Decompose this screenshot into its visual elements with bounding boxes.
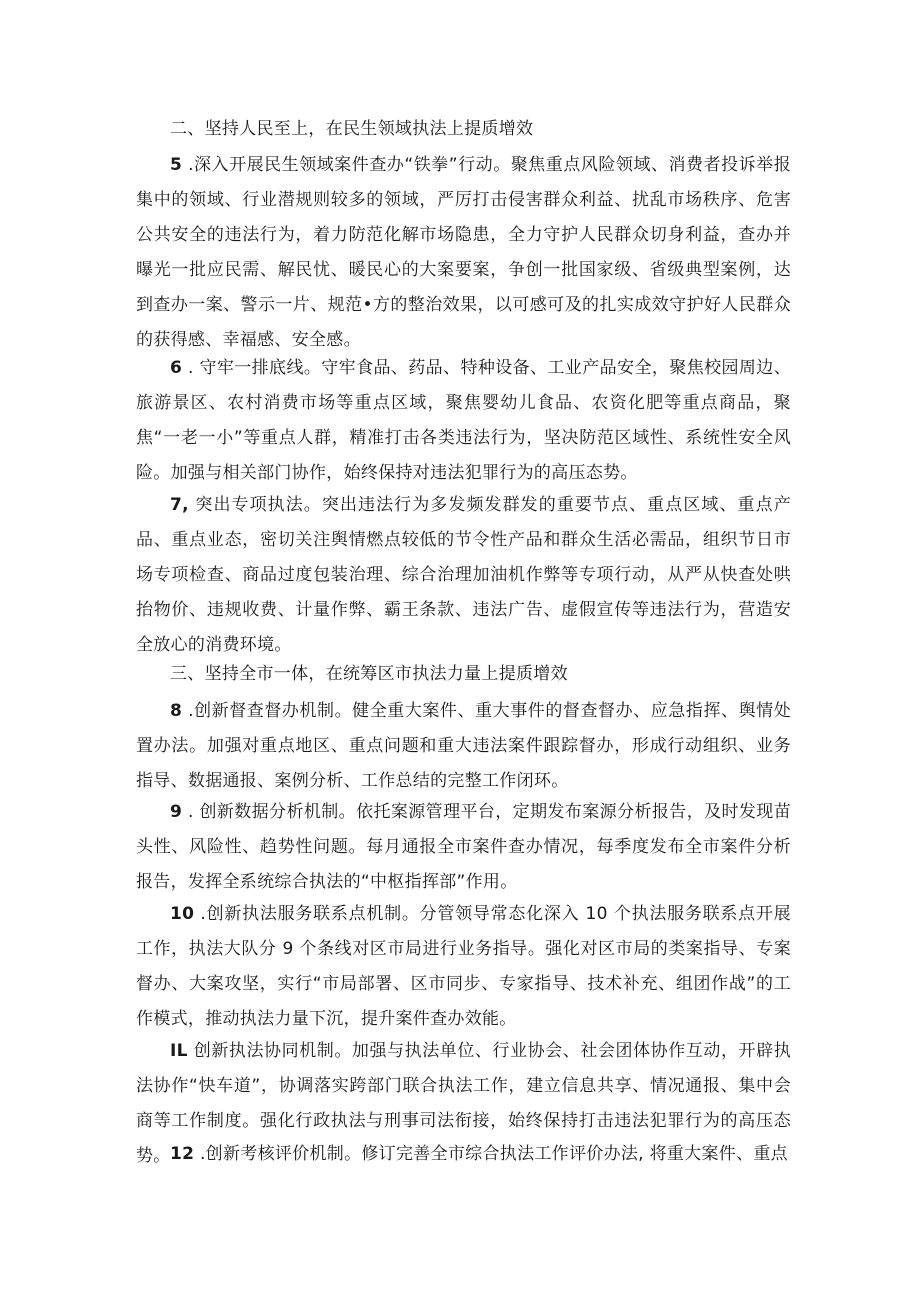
item-number: 8 — [170, 701, 183, 721]
paragraph-item-9 — [136, 795, 791, 900]
item-number: 5 — [170, 155, 183, 175]
paragraph-item-8 — [136, 694, 791, 799]
paragraph-text: 突出专项执法。突出违法行为多发频发群发的重要节点、重点区域、重点产品、重点业态，密切关注舆情燃点较低的节令性产品和群众生活必需品，组织节日市场专项检查、商品过度包装治理、综合治理加油机作弊等专项行动，从严从快查处哄抬物价、违规收费、计量作弊、霸王条款、违法广告、虚假宣传等违法行为，营造安全放心的消费环境。 — [136, 495, 791, 655]
paragraph-text: .深入开展民生领域案件查办“铁拳”行动。聚焦重点风险领域、消费者投诉举报集中的领域、行业潜规则较多的领域，严厉打击侵害群众利益、扰乱市场秩序、危害公共安全的违法行为，着力防范化解市场隐患，全力守护人民群众切身利益，查办并曝光一批应民需、解民忧、暖民心的大案要案，争创一批国家级、省级典型案例，达到查办一案、警示一片、规范•方的整治效果，以可感可及的扎实成效守护好人民群众的获得感、幸福感、安全感。 — [136, 155, 791, 350]
section-heading-2: 二、坚持人民至上，在民生领域执法上提质增效 — [170, 119, 534, 139]
paragraph-item-5 — [136, 148, 791, 358]
paragraph-item-7 — [136, 488, 791, 663]
paragraph-text: .创新督查督办机制。健全重大案件、重大事件的督查督办、应急指挥、舆情处置办法。加强对重点地区、重点问题和重大违法案件跟踪督办，形成行动组织、业务指导、数据通报、案例分析、工作总结的完整工作闭环。 — [136, 701, 791, 791]
item-number: 7, — [170, 495, 189, 515]
item-number: 9 — [170, 802, 183, 822]
paragraph-text: 创新执法协同机制。加强与执法单位、行业协会、社会团体协作互动，开辟执法协作“快车道”，协调落实跨部门联合执法工作，建立信息共享、情况通报、集中会商等工作制度。强化行政执法与刑事司法衔接，始终保持打击违法犯罪行为的高压态势。 — [136, 1041, 791, 1166]
paragraph-item-6 — [136, 351, 791, 491]
paragraph-text: . 创新数据分析机制。依托案源管理平台，定期发布案源分析报告，及时发现苗头性、风险性、趋势性问题。每月通报全市案件查办情况，每季度发布全市案件分析报告，发挥全系统综合执法的“中枢指挥部”作用。 — [136, 802, 791, 892]
item-number: 12 — [170, 1144, 195, 1164]
paragraph-text: . 守牢一排底线。守牢食品、药品、特种设备、工业产品安全，聚焦校园周边、旅游景区、农村消费市场等重点区域，聚焦婴幼儿食品、农资化肥等重点商品，聚焦“一老一小”等重点人群，精准打击各类违法行为，坚决防范区域性、系统性安全风险。加强与相关部门协作，始终保持对违法犯罪行为的高压态势。 — [136, 358, 791, 483]
item-number: 6 — [170, 358, 183, 378]
item-number: IL — [170, 1041, 188, 1061]
section-heading-3: 三、坚持全市一体，在统筹区市执法力量上提质增效 — [170, 664, 568, 684]
item-number: 10 — [170, 904, 195, 924]
paragraph-text: .创新考核评价机制。修订完善全市综合执法工作评价办法, 将重大案件、重点 — [194, 1144, 788, 1164]
paragraph-item-12 — [136, 1137, 791, 1172]
paragraph-text: .创新执法服务联系点机制。分管领导常态化深入 10 个执法服务联系点开展工作，执法大队分 9 个条线对区市局进行业务指导。强化对区市局的类案指导、专案督办、大案攻坚，实行“市局部署、区市同步、专家指导、技术补充、组团作战”的工作模式，推动执法力量下沉，提升案件查办效能。 — [136, 904, 791, 1029]
paragraph-item-10 — [136, 897, 791, 1037]
